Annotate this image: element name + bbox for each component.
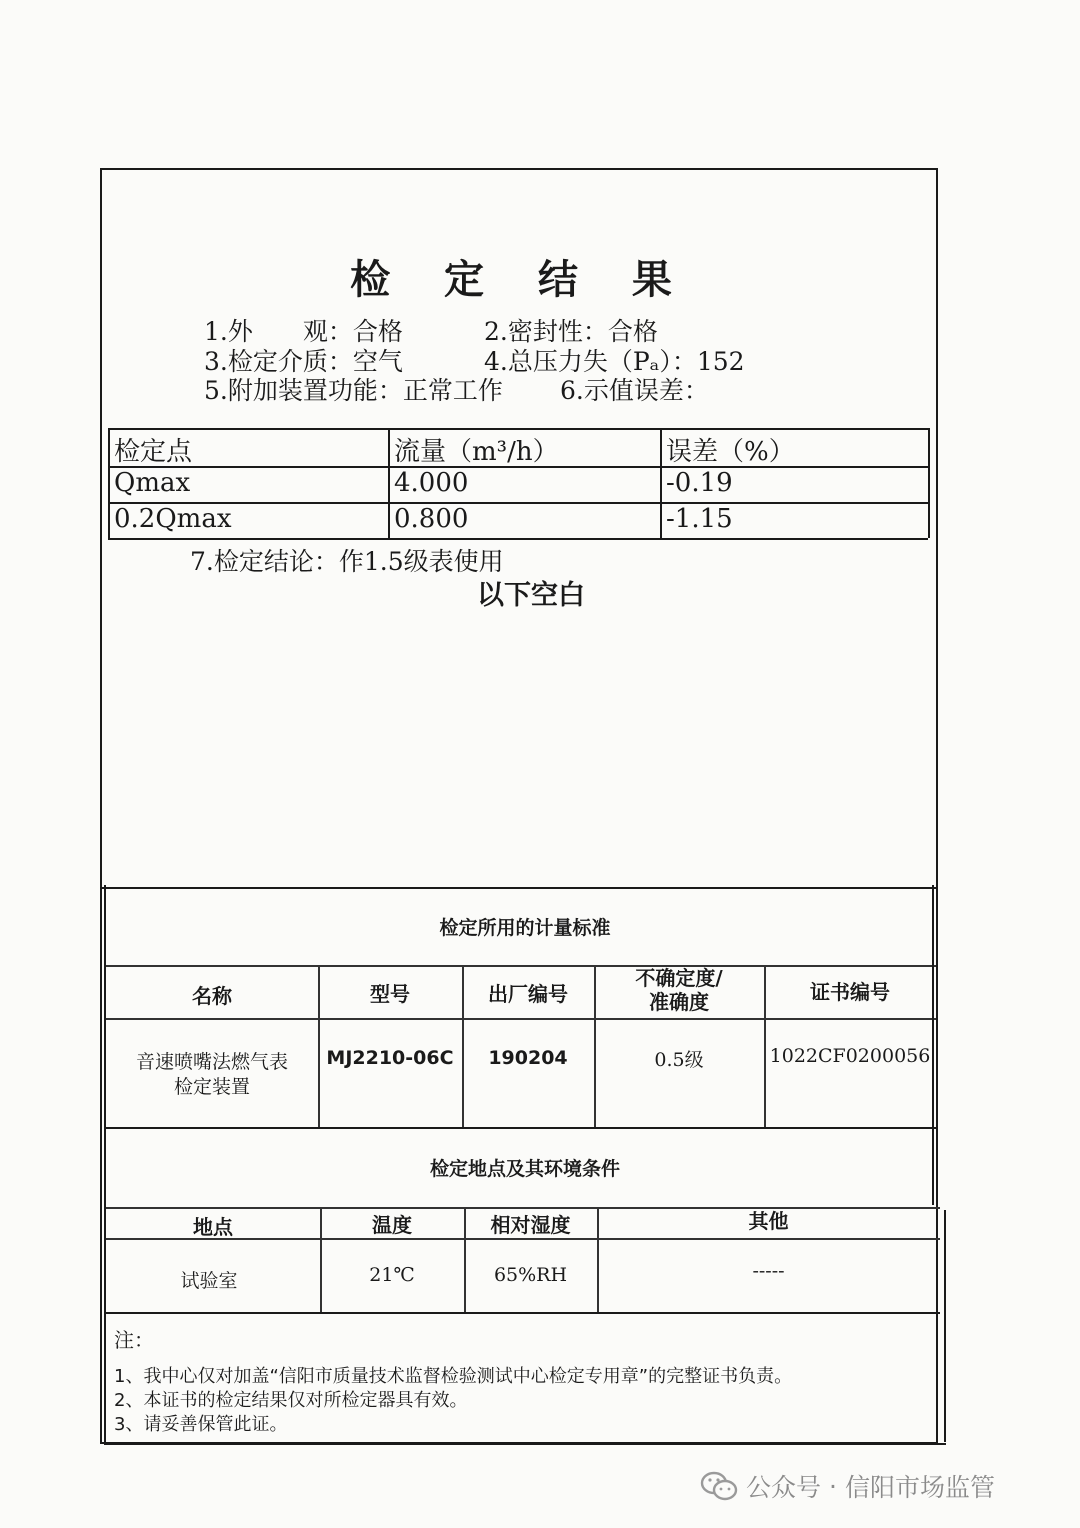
standards-device-model: MJ2210-06C: [326, 1047, 454, 1069]
environment-header-other: 其他: [748, 1209, 789, 1233]
environment-temperature: 21℃: [369, 1264, 415, 1286]
standards-header-serial: 出厂编号: [488, 982, 568, 1006]
environment-humidity: 65%RH: [493, 1264, 568, 1286]
appearance-result: 1.外 观：合格: [204, 317, 403, 346]
environment-location: 试验室: [180, 1270, 238, 1292]
header-flow: 流量（m³/h）: [394, 437, 559, 467]
wechat-icon: [700, 1471, 738, 1501]
table-cell: 0.2Qmax: [114, 504, 232, 534]
standards-header-model: 型号: [370, 982, 410, 1006]
notes-label: 注：: [114, 1328, 154, 1352]
environment-other: -----: [752, 1260, 785, 1282]
header-check-point: 检定点: [114, 437, 193, 467]
table-cell: -1.15: [666, 504, 733, 534]
table-cell: Qmax: [114, 468, 191, 498]
sealing-result: 2.密封性：合格: [484, 317, 658, 346]
pressure-loss-result: 4.总压力失（Pₐ）：152: [484, 347, 745, 376]
watermark-separator: ·: [829, 1471, 837, 1501]
conclusion: 7.检定结论：作1.5级表使用: [190, 547, 504, 576]
environment-section-title: 检定地点及其环境条件: [429, 1158, 620, 1180]
page-title: 检 定 结 果: [350, 257, 692, 303]
standards-header-certificate: 证书编号: [810, 980, 890, 1004]
standards-header-name: 名称: [192, 984, 232, 1008]
watermark: [700, 1468, 995, 1504]
watermark-prefix: 公众号: [746, 1473, 822, 1502]
standards-section-title: 检定所用的计量标准: [439, 917, 611, 939]
note-item: 1、我中心仅对加盖“信阳市质量技术监督检验测试中心检定专用章”的完整证书负责。: [114, 1366, 793, 1387]
note-item: 2、本证书的检定结果仅对所检定器具有效。: [114, 1390, 468, 1411]
blank-below-marker: 以下空白: [477, 580, 585, 611]
header-error: 误差（%）: [666, 437, 795, 467]
indication-error-label: 6.示值误差：: [560, 376, 709, 405]
table-cell: 0.800: [394, 504, 469, 534]
standards-device-serial: 190204: [488, 1047, 568, 1069]
environment-header-humidity: 相对湿度: [490, 1213, 571, 1237]
watermark-account-name: 信阳市场监管: [844, 1473, 995, 1502]
table-cell: 4.000: [394, 468, 469, 498]
environment-header-location: 地点: [193, 1215, 233, 1239]
standards-device-certificate: 1022CF0200056: [769, 1045, 931, 1067]
standards-device-name: 音速喷嘴法燃气表 检定装置: [135, 1051, 288, 1098]
standards-device-accuracy: 0.5级: [654, 1049, 704, 1071]
standards-header-accuracy: 不确定度/ 准确度: [635, 966, 723, 1014]
medium-result: 3.检定介质：空气: [204, 347, 403, 376]
attachment-result: 5.附加装置功能：正常工作: [204, 376, 503, 405]
table-cell: -0.19: [666, 468, 733, 498]
certificate-sheet: [100, 168, 938, 1444]
environment-header-temperature: 温度: [372, 1213, 412, 1237]
note-item: 3、请妥善保管此证。: [114, 1414, 288, 1435]
